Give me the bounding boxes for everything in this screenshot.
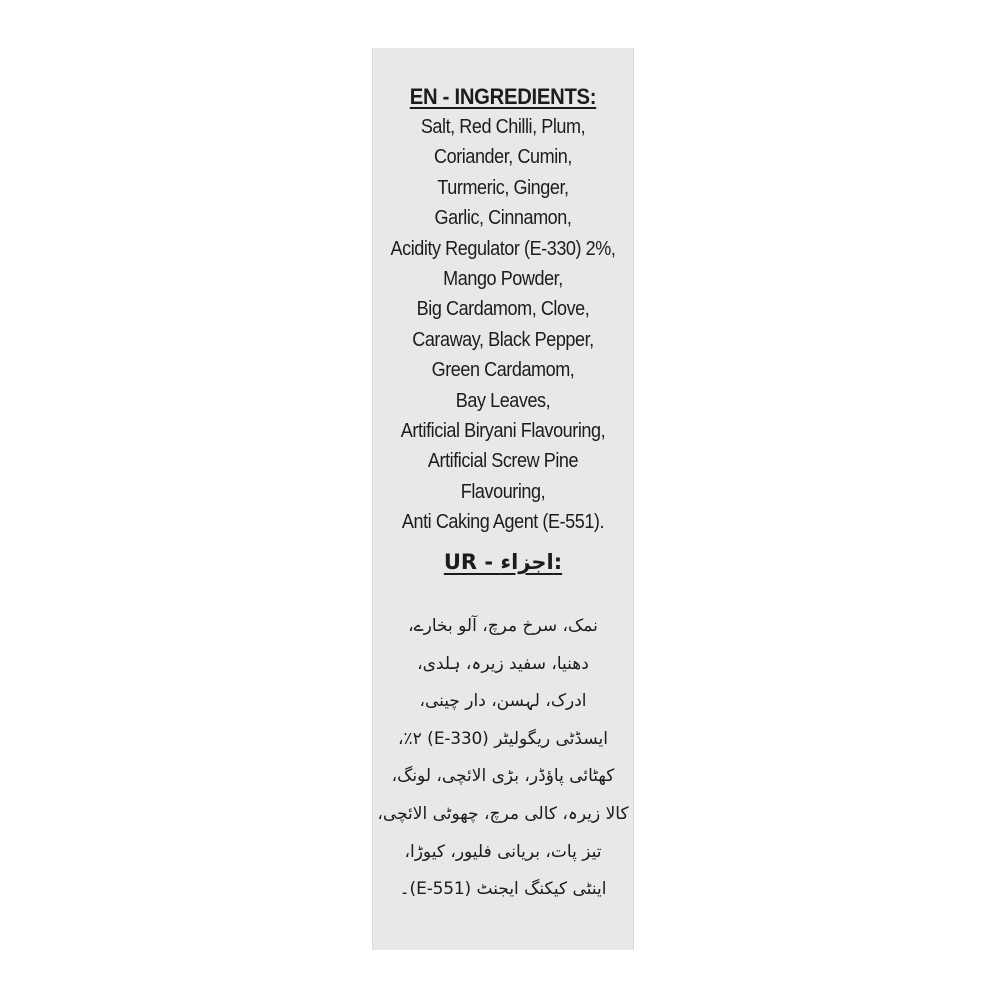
urdu-ingredient-line: نمک، سرخ مرچ، آلو بخارے، bbox=[408, 616, 598, 636]
english-ingredients-heading: EN - INGREDIENTS: bbox=[409, 84, 597, 109]
english-ingredient-line: Caraway, Black Pepper, bbox=[412, 327, 594, 351]
english-ingredient-line: Anti Caking Agent (E-551). bbox=[401, 510, 605, 534]
english-ingredient-line: Mango Powder, bbox=[443, 267, 563, 291]
urdu-ingredient-line: اینٹی کیکنگ ایجنٹ (E-551)۔ bbox=[399, 879, 607, 900]
urdu-ingredients-heading: UR - اجزاء: bbox=[443, 550, 563, 574]
urdu-ingredient-line: ادرک، لہسن، دار چینی، bbox=[419, 691, 587, 712]
english-ingredient-line: Bay Leaves, bbox=[455, 388, 551, 412]
english-ingredient-line: Flavouring, bbox=[460, 479, 546, 503]
english-ingredient-line: Coriander, Cumin, bbox=[434, 145, 572, 169]
english-ingredient-line: Artificial Screw Pine bbox=[427, 449, 579, 473]
ingredients-label-panel bbox=[372, 48, 634, 950]
urdu-ingredient-line: دھنیا، سفید زیرہ، ہلدی، bbox=[417, 653, 589, 674]
english-ingredient-line: Big Cardamom, Clove, bbox=[416, 297, 590, 321]
english-ingredient-line: Garlic, Cinnamon, bbox=[434, 206, 572, 230]
english-ingredients-list bbox=[373, 112, 633, 538]
urdu-ingredient-line: کھٹائی پاؤڈر، بڑی الائچی، لونگ، bbox=[391, 766, 615, 787]
urdu-ingredient-line: کالا زیرہ، کالی مرچ، چھوٹی الائچی، bbox=[377, 803, 629, 824]
english-ingredient-line: Artificial Biryani Flavouring, bbox=[400, 419, 606, 443]
urdu-ingredient-line: تیز پات، بریانی فلیور، کیوڑا، bbox=[404, 841, 602, 862]
urdu-ingredients-list bbox=[373, 608, 633, 909]
english-ingredient-line: Salt, Red Chilli, Plum, bbox=[420, 115, 586, 138]
english-ingredient-line: Turmeric, Ginger, bbox=[437, 175, 569, 199]
english-ingredient-line: Green Cardamom, bbox=[431, 358, 575, 382]
english-ingredients-section bbox=[373, 82, 633, 538]
urdu-ingredient-line: ایسڈٹی ریگولیٹر (E-330) ٪۲، bbox=[398, 728, 608, 749]
urdu-ingredients-section bbox=[373, 608, 633, 909]
english-ingredient-line: Acidity Regulator (E-330) 2%, bbox=[390, 236, 616, 260]
